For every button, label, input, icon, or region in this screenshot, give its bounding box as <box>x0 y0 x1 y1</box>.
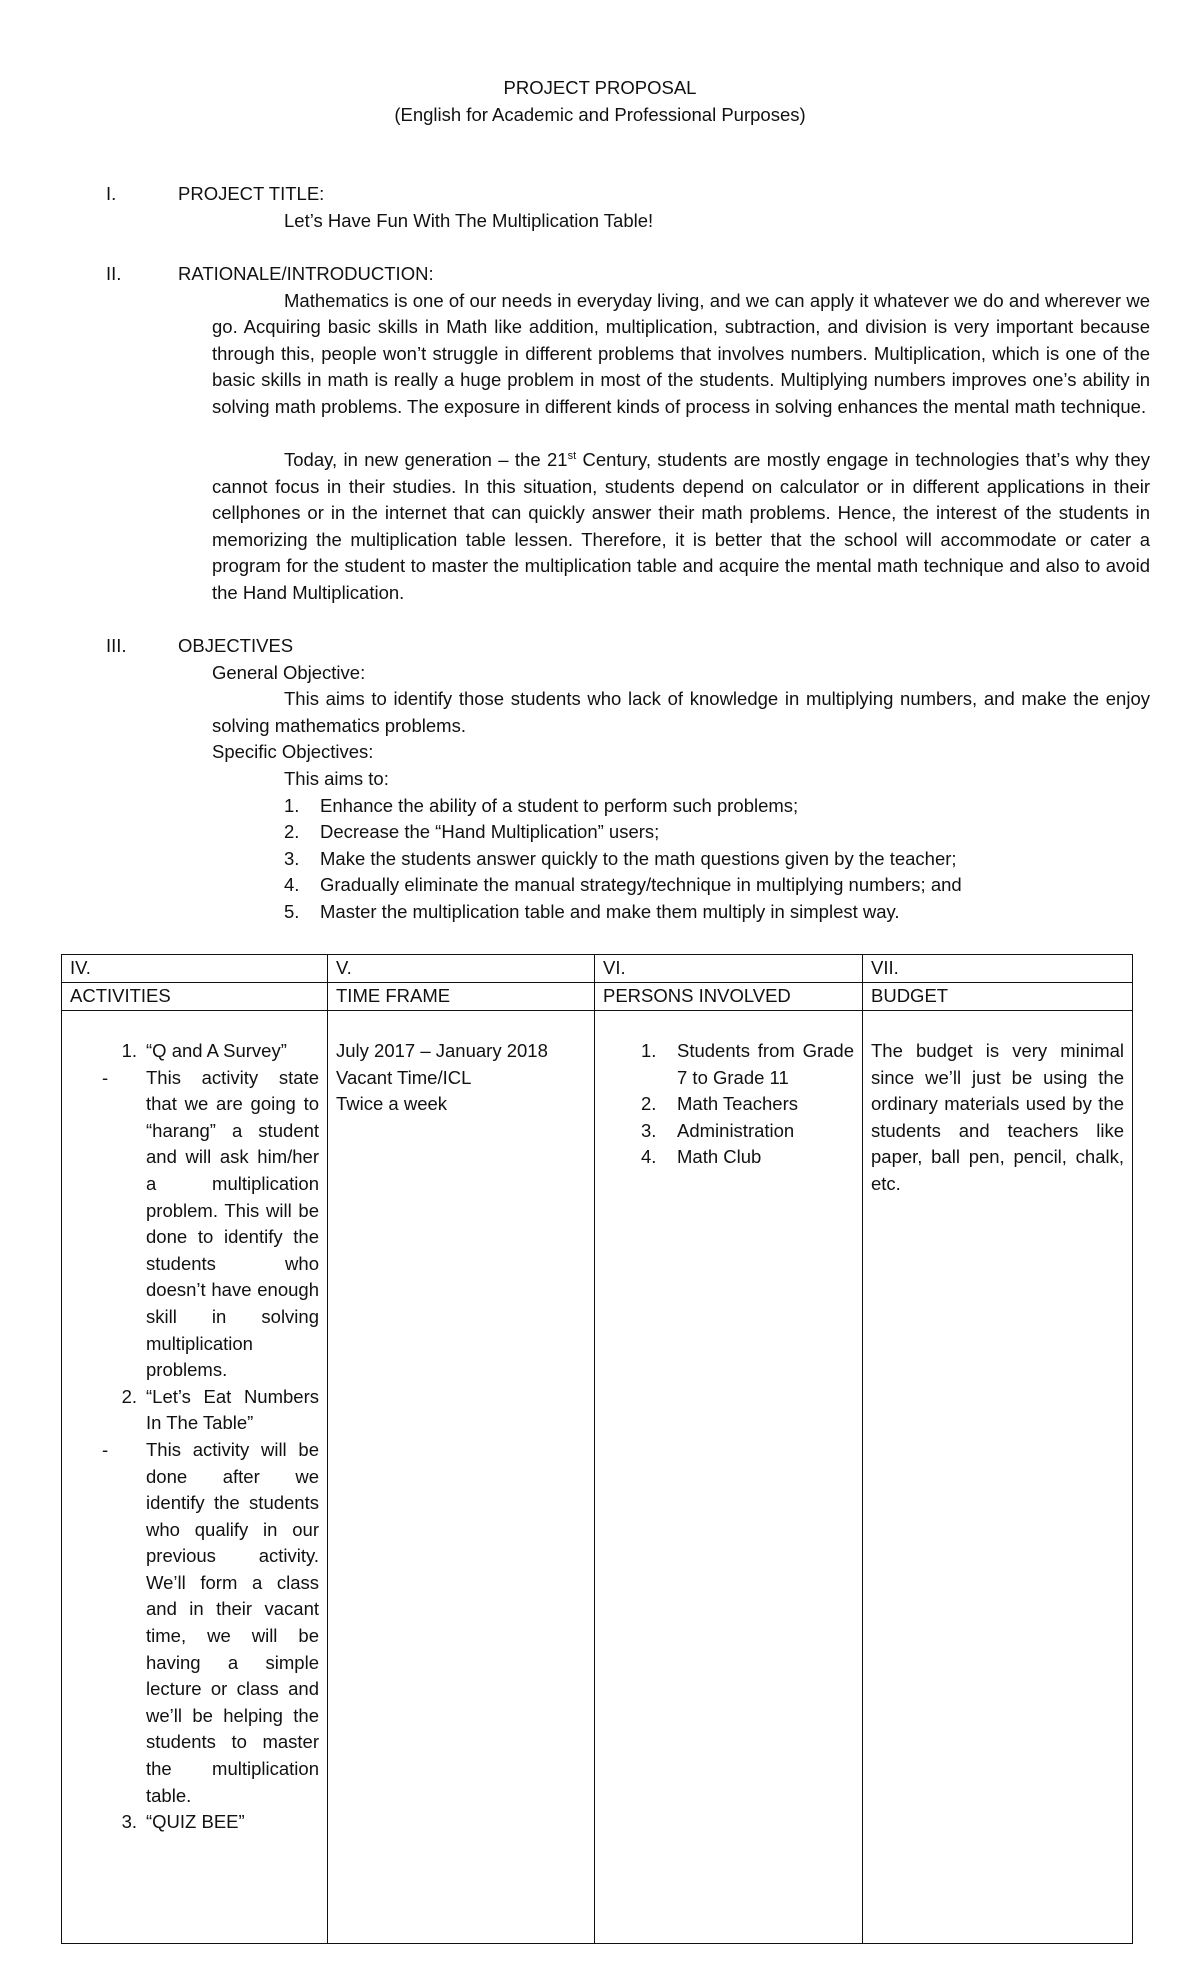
budget-text: The budget is very minimal since we’ll just be using the ordinary materials used by the students and teachers like paper, ball pen, pencil, chalk, etc. <box>871 1040 1124 1194</box>
section-number: III. <box>106 635 127 656</box>
person-item: 2. Math Teachers <box>641 1093 798 1115</box>
person-item: 3. Administration <box>641 1119 795 1141</box>
column-number: V. <box>328 955 595 983</box>
rationale-paragraph-1: Mathematics is one of our needs in everyday living, and we can apply it whatever we do and wherever we go. Acquiring basic skills in Math like addition, multiplication, subtraction, and division is very important because through this, people won’t struggle in different problems that involves numbers. Multiplication, which is one of the basic skills in math is really a huge problem in most of the students. Multiplying numbers improves one’s ability in solving math problems. The exposure in different kinds of process in solving enhances the mental math technique. <box>212 289 1150 417</box>
specific-objectives-intro: This aims to: <box>284 768 389 789</box>
activities-cell <box>62 1011 328 1944</box>
person-item: 4. Math Club <box>641 1146 762 1168</box>
person-item: 1. Students from Grade 7 to Grade 11 <box>641 1040 854 1088</box>
general-objective-label: General Objective: <box>212 661 366 683</box>
project-title-value: Let’s Have Fun With The Multiplication Table! <box>284 209 654 231</box>
table-row <box>62 1011 1133 1944</box>
general-objective-text: This aims to identify those students who lack of knowledge in multiplying numbers, and make the enjoy solving mathematics problems. <box>212 688 1150 736</box>
section-number: I. <box>106 183 117 204</box>
plan-table <box>61 954 1133 1944</box>
specific-objective-item: 1. Enhance the ability of a student to perform such problems; <box>284 794 799 816</box>
specific-objective-item: 2. Decrease the “Hand Multiplication” users; <box>284 821 660 843</box>
column-number: VII. <box>863 955 1133 983</box>
specific-objective-item: 4. Gradually eliminate the manual strategy/technique in multiplying numbers; and <box>284 874 962 896</box>
time-frame-line: Twice a week <box>336 1093 448 1115</box>
column-header: TIME FRAME <box>328 983 595 1011</box>
document-subtitle: (English for Academic and Professional Purposes) <box>394 104 806 125</box>
time-frame-line: July 2017 – January 2018 <box>336 1040 548 1061</box>
document-title: PROJECT PROPOSAL <box>503 77 697 98</box>
table-number-row <box>62 955 1133 983</box>
persons-cell <box>595 1011 863 1944</box>
specific-objectives-label: Specific Objectives: <box>212 741 374 763</box>
column-header: PERSONS INVOLVED <box>595 983 863 1011</box>
time-frame-line: Vacant Time/ICL <box>336 1066 472 1088</box>
section-heading: PROJECT TITLE: <box>178 183 325 204</box>
column-header: ACTIVITIES <box>62 983 328 1011</box>
time-frame-cell <box>328 1011 595 1944</box>
column-number: IV. <box>62 955 328 983</box>
activity-item: 1. “Q and A Survey” <box>121 1040 287 1061</box>
activity-description: - This activity will be done after we identify the students who qualify in our previous activity. We’ll form a class and in their vacant time, we will be having a simple lecture or class and we’ll be helping the students to master the multiplication table. <box>102 1438 319 1806</box>
specific-objective-item: 5. Master the multiplication table and make them multiply in simplest way. <box>284 901 900 922</box>
specific-objective-item: 3. Make the students answer quickly to the math questions given by the teacher; <box>284 847 957 869</box>
column-number: VI. <box>595 955 863 983</box>
section-heading: OBJECTIVES <box>178 635 294 656</box>
section-heading: RATIONALE/INTRODUCTION: <box>178 263 434 284</box>
activity-description: - This activity state that we are going to “harang” a student and will ask him/her a multiplication problem. This will be done to identify the students who doesn’t have enough skill in solving multiplication problems. <box>102 1066 319 1381</box>
rationale-paragraph-2: Today, in new generation – the 21st Century, students are mostly engage in technologies that’s why they cannot focus in their studies. In this situation, students depend on calculator or in different applications in their cellphones or in the internet that can quickly answer their math problems. Hence, the interest of the students in memorizing the multiplication table lessen. Therefore, it is better that the school will accommodate or cater a program for the student to master the multiplication table and acquire the mental math technique and also to avoid the Hand Multiplication. <box>212 449 1150 603</box>
budget-cell <box>863 1011 1133 1944</box>
column-header: BUDGET <box>863 983 1133 1011</box>
activity-item: 3. “QUIZ BEE” <box>121 1811 245 1833</box>
section-number: II. <box>106 263 122 284</box>
table-header-row <box>62 983 1133 1011</box>
activity-item: 2. “Let’s Eat Numbers In The Table” <box>121 1385 319 1434</box>
